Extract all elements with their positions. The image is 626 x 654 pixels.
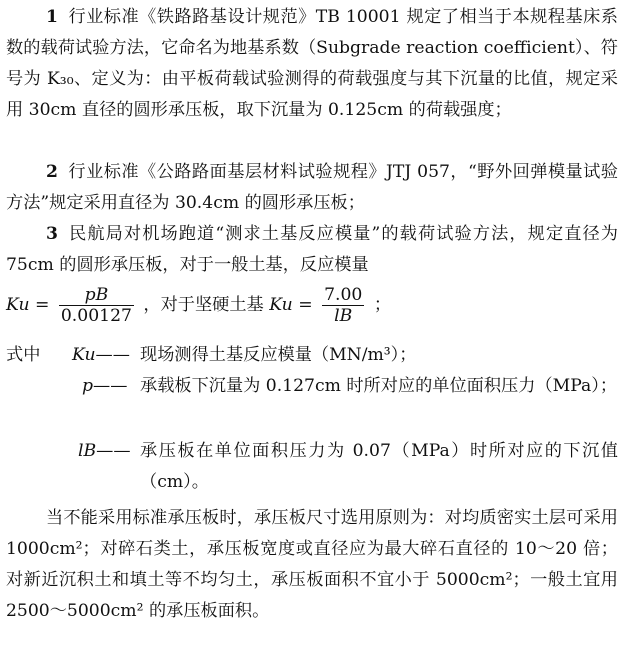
- definition-text: 现场测得土基反应模量（MN/m³）；: [140, 345, 417, 365]
- clause-1: [6, 2, 618, 126]
- clause-3: [6, 219, 618, 281]
- clause-number: 2: [46, 162, 58, 182]
- formula-end: ；: [373, 295, 392, 315]
- fraction-denominator: lB: [334, 306, 353, 326]
- clause-text: 民航局对机场跑道“测求土基反应模量”的载荷试验方法，规定直径为 75cm 的圆形承压板，对于一般土基，反应模量: [6, 224, 618, 275]
- definition-symbol: p——: [82, 376, 128, 396]
- definition-text: 承压板在单位面积压力为 0.07（MPa）时所对应的下沉值（cm）。: [140, 441, 618, 492]
- formula-text: ，对于坚硬土基: [143, 295, 264, 315]
- fraction: [322, 285, 364, 326]
- formula-lhs: Ku =: [6, 295, 50, 315]
- definition-symbol: lB——: [78, 441, 131, 461]
- fraction-numerator: 7.00: [324, 285, 363, 305]
- clause-2: [6, 157, 618, 219]
- clause-number: 1: [46, 7, 58, 27]
- definition-symbol: Ku——: [72, 345, 130, 365]
- clause-text: 行业标准《铁路路基设计规范》TB 10001 规定了相当于本规程基床系数的载荷试验方法，它命名为地基系数（Subgrade reaction coefficient）、符号为 K₃₀、定义为：由平板荷载试验测得的荷载强度与其下沉量的比值，规定采用 30cm 直径的圆形承压板，取下沉量为 0.125cm 的荷载强度；: [6, 7, 618, 120]
- fraction-numerator: pB: [59, 285, 134, 306]
- fraction-denominator: 0.00127: [60, 306, 132, 326]
- definition-text: 承载板下沉量为 0.127cm 时所对应的单位面积压力（MPa）；: [140, 376, 618, 396]
- formula-lhs: Ku =: [269, 295, 313, 315]
- clause-number: 3: [46, 224, 58, 244]
- closing-paragraph: [6, 503, 618, 627]
- formula-line: [6, 285, 618, 326]
- definitions-intro: 式中: [6, 345, 41, 365]
- closing-text: 当不能采用标准承压板时，承压板尺寸选用原则为：对均质密实土层可采用 1000cm²；对碎石类土，承压板宽度或直径应为最大碎石直径的 10～20 倍；对新近沉积土和填土等不均匀土，承压板面积不宜小于 5000cm²；一般土宜用 2500～5000cm² 的承压板面积。: [6, 508, 618, 621]
- fraction: [59, 285, 134, 326]
- clause-text: 行业标准《公路路面基层材料试验规程》JTJ 057，“野外回弹模量试验方法”规定采用直径为 30.4cm 的圆形承压板；: [6, 162, 618, 213]
